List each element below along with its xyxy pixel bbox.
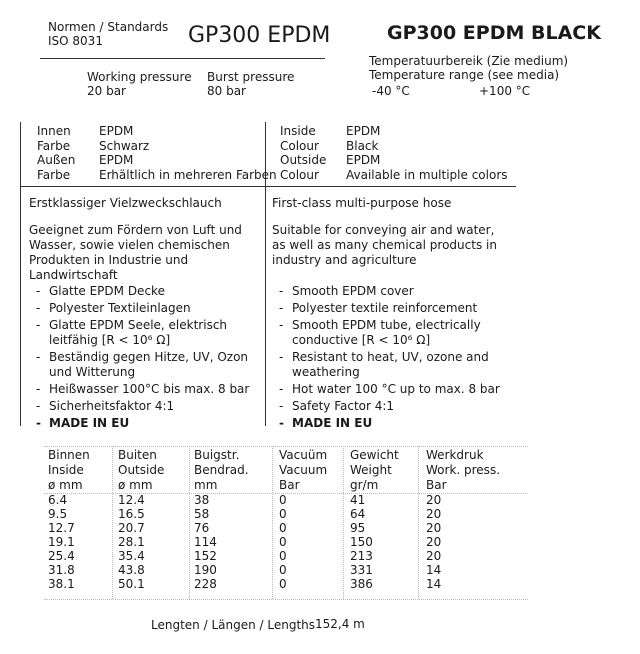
table-cell: 0 (279, 535, 287, 549)
table-cell: 12.7 (48, 521, 75, 535)
table-cell: 9.5 (48, 507, 68, 521)
table-cell: 14 (426, 577, 442, 591)
table-header-cell: Inside (48, 463, 84, 477)
lengths-value: 152,4 m (315, 617, 365, 631)
table-cell: 20.7 (118, 521, 145, 535)
table-cell: 19.1 (48, 535, 75, 549)
table-cell: 0 (279, 521, 287, 535)
table-cell: 38.1 (48, 577, 75, 591)
material-de-label: Außen (37, 153, 76, 167)
table-header-cell: Bar (279, 478, 300, 492)
table-cell: 16.5 (118, 507, 145, 521)
working-pressure-value: 20 bar (87, 84, 126, 98)
table-cell: 64 (350, 507, 366, 521)
table-cell: 331 (350, 563, 373, 577)
table-cell: 0 (279, 493, 287, 507)
table-cell: 0 (279, 577, 287, 591)
temp-max: +100 °C (479, 84, 531, 98)
section-divider (20, 186, 516, 187)
burst-pressure-label: Burst pressure (207, 70, 295, 84)
table-header-cell: Bar (426, 478, 447, 492)
table-bottom-rule (44, 599, 528, 600)
product-title: GP300 EPDM BLACK (387, 22, 601, 44)
standards-value: ISO 8031 (48, 34, 103, 48)
desc-de-heading: Erstklassiger Vielzweckschlauch (29, 196, 222, 210)
temp-label-en: Temperature range (see media) (369, 68, 560, 82)
feature-en-item: - MADE IN EU (279, 416, 373, 430)
table-cell: 12.4 (118, 493, 145, 507)
table-header-cell: Weight (350, 463, 392, 477)
material-en-label: Colour (280, 167, 319, 182)
feature-en-item: - Safety Factor 4:1 (279, 399, 395, 413)
feature-de-item: - Glatte EPDM Decke (36, 284, 165, 298)
header-underline (40, 58, 325, 59)
table-header-row (48, 448, 516, 463)
feature-en-item: - Hot water 100 °C up to max. 8 bar (279, 382, 500, 396)
table-cell: 20 (426, 535, 442, 549)
left-border (20, 122, 21, 426)
table-header-cell: Buigstr. (194, 448, 240, 462)
material-de-value: EPDM (99, 124, 134, 138)
feature-de-item: - Glatte EPDM Seele, elektrisch leitfähig [R < 10⁶ Ω] (36, 318, 228, 347)
table-cell: 0 (279, 507, 287, 521)
table-cell: 114 (194, 535, 217, 549)
temp-min: -40 °C (372, 84, 410, 98)
table-cell: 20 (426, 507, 442, 521)
table-header-cell: gr/m (350, 478, 379, 492)
materials-en-labels (280, 124, 326, 182)
table-cell: 0 (279, 549, 287, 563)
table-header-cell: Outside (118, 463, 165, 477)
table-cell: 228 (194, 577, 217, 591)
table-row (48, 493, 516, 507)
lengths-label: Lengten / Längen / Lengths (151, 618, 316, 632)
table-header-cell: ø mm (48, 478, 83, 492)
desc-en-heading: First-class multi-purpose hose (272, 196, 452, 210)
table-row (48, 563, 516, 577)
table-header-cell: Bendrad. (194, 463, 249, 477)
material-de-value: EPDM (99, 153, 134, 167)
material-en-label: Inside (280, 124, 316, 138)
material-de-label: Farbe (37, 138, 71, 153)
desc-en-bullets (272, 284, 508, 433)
desc-de-bullets (29, 284, 265, 433)
table-cell: 213 (350, 549, 373, 563)
table-cell: 386 (350, 577, 373, 591)
standards-label: Normen / Standards (48, 20, 169, 34)
materials-de-labels (37, 124, 75, 182)
table-cell: 43.8 (118, 563, 145, 577)
table-cell: 76 (194, 521, 210, 535)
table-cell: 150 (350, 535, 373, 549)
material-en-label: Outside (280, 153, 327, 167)
material-de-value: Erhältlich in mehreren Farben (99, 167, 277, 182)
feature-en-item: - Resistant to heat, UV, ozone and weathering (279, 350, 489, 379)
table-cell: 152 (194, 549, 217, 563)
burst-pressure-value: 80 bar (207, 84, 246, 98)
feature-en-item: - Smooth EPDM tube, electrically conductive [R < 10⁶ Ω] (279, 318, 481, 347)
table-cell: 28.1 (118, 535, 145, 549)
material-en-value: EPDM (346, 124, 381, 138)
table-header-cell: Werkdruk (426, 448, 484, 462)
feature-en-item: - Smooth EPDM cover (279, 284, 414, 298)
table-header-cell: mm (194, 478, 218, 492)
table-header-cell: Vacuüm (279, 448, 328, 462)
table-header-cell: Buiten (118, 448, 157, 462)
table-cell: 0 (279, 563, 287, 577)
table-cell: 31.8 (48, 563, 75, 577)
table-cell: 20 (426, 493, 442, 507)
table-row (48, 507, 516, 521)
table-cell: 41 (350, 493, 366, 507)
material-en-value: EPDM (346, 153, 381, 167)
table-cell: 20 (426, 549, 442, 563)
table-row (48, 535, 516, 549)
table-cell: 190 (194, 563, 217, 577)
table-cell: 20 (426, 521, 442, 535)
material-de-value: Schwarz (99, 138, 150, 153)
table-header-row (48, 463, 516, 478)
feature-de-item: - Beständig gegen Hitze, UV, Ozon und Witterung (36, 350, 249, 379)
feature-de-item: - Heißwasser 100°C bis max. 8 bar (36, 382, 250, 396)
materials-en-values (346, 124, 508, 182)
table-cell: 58 (194, 507, 210, 521)
table-row (48, 549, 516, 563)
material-en-value: Available in multiple colors (346, 167, 508, 182)
material-de-label: Farbe (37, 167, 71, 182)
material-de-label: Innen (37, 124, 71, 138)
table-cell: 38 (194, 493, 210, 507)
product-code: GP300 EPDM (188, 23, 331, 48)
working-pressure-label: Working pressure (87, 70, 192, 84)
table-cell: 25.4 (48, 549, 75, 563)
table-header-cell: Vacuum (279, 463, 328, 477)
material-en-value: Black (346, 138, 379, 153)
table-header-row (48, 478, 516, 493)
temp-label-nl: Temperatuurbereik (Zie medium) (369, 54, 569, 68)
table-header-cell: ø mm (118, 478, 153, 492)
table-cell: 35.4 (118, 549, 145, 563)
feature-de-item: - Polyester Textileinlagen (36, 301, 191, 315)
feature-en-item: - Polyester textile reinforcement (279, 301, 478, 315)
table-top-rule (44, 446, 528, 447)
table-row (48, 521, 516, 535)
feature-de-item: - Sicherheitsfaktor 4:1 (36, 399, 175, 413)
table-cell: 95 (350, 521, 366, 535)
desc-en-text: Suitable for conveying air and water, as well as many chemical products in industry and agriculture (272, 223, 497, 267)
table-header-cell: Gewicht (350, 448, 399, 462)
table-row (48, 577, 516, 591)
dimension-table (48, 448, 516, 591)
table-header-cell: Binnen (48, 448, 90, 462)
material-en-label: Colour (280, 138, 319, 153)
table-cell: 50.1 (118, 577, 145, 591)
table-cell: 14 (426, 563, 442, 577)
table-header-cell: Work. press. (426, 463, 501, 477)
desc-de-text: Geeignet zum Fördern von Luft und Wasser, sowie vielen chemischen Produkten in Industrie und Landwirtschaft (29, 223, 242, 282)
table-cell: 6.4 (48, 493, 68, 507)
feature-de-item: - MADE IN EU (36, 416, 130, 430)
materials-de-values (99, 124, 277, 182)
